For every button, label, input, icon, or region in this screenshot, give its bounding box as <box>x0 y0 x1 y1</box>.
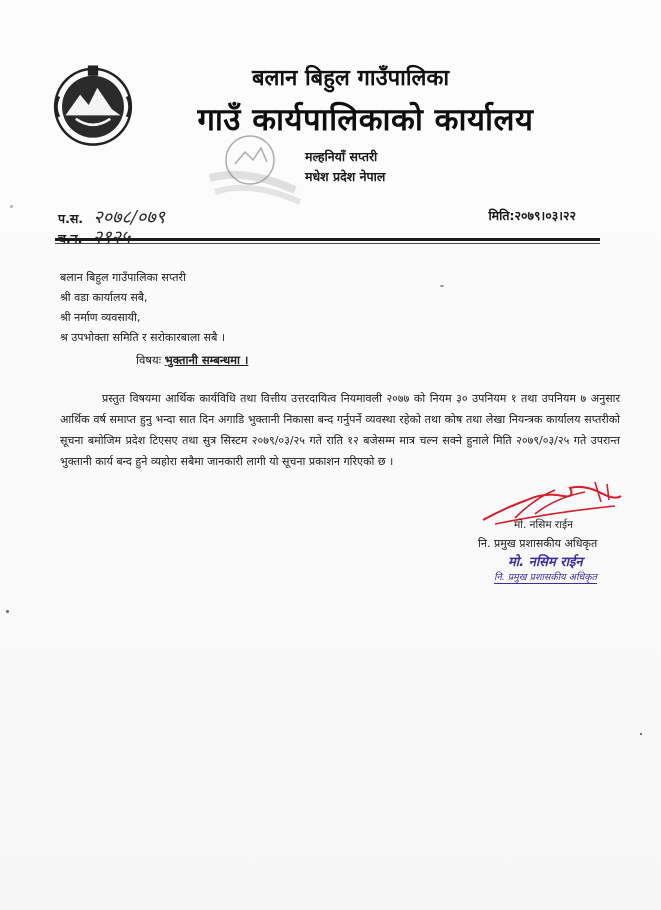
letter-body: प्रस्तुत विषयमा आर्थिक कार्यविधि तथा वित्तीय उत्तरदायित्व नियमावली २०७७ को नियम ३० उपनियम १ तथा उपनियम ७ अनुसार आर्थिक वर्ष समाप्त हुनु भन्दा सात दिन अगाडि भुक्तानी निकासा बन्द गर्नुपर्ने व्यवस्था रहेको तथा कोष तथा लेखा नियन्त्रक कार्यालय सप्तरीको सूचना बमोजिम प्रदेश टिएसए तथा सुत्र सिस्टम २०७९/०३/२५ गते राति १२ बजेसम्म मात्र चल्न सक्ने हुनाले मिति २०७९/०३/२५ गते उपरान्त भुक्तानी कार्य बन्द हुने व्यहोरा सबैमा जानकारी लागी यो सूचना प्रकाशन गरिएको छ । <box>60 392 620 468</box>
scan-speck <box>440 285 444 287</box>
ps-label: प.स. <box>58 211 84 226</box>
subject-label: विषयः <box>136 353 162 367</box>
recipients-block <box>60 268 225 348</box>
ps-value: २०७८/०७९ <box>93 207 166 228</box>
letter-date: मिति:२०७९।०३।२२ <box>488 208 576 223</box>
reference-cn <box>58 225 130 249</box>
subject-value: भुक्तानी सम्बन्धमा । <box>164 353 249 367</box>
office-title: गाउँ कार्यपालिकाको कार्यालय <box>197 102 534 138</box>
signature-stamp-title: नि. प्रमुख प्रशासकीय अधिकृत <box>494 572 597 583</box>
header-divider <box>55 238 600 241</box>
recipient-line: श्री वडा कार्यालय सबै, <box>60 291 148 304</box>
scan-speck <box>6 610 9 613</box>
office-seal-stamp-icon <box>205 128 315 208</box>
signature-stamp-name: मो. नसिम राईन <box>508 555 583 570</box>
recipient-line: श्र उपभोक्ता समिति र सरोकारबाला सबै । <box>60 331 226 344</box>
subject-line <box>136 353 248 368</box>
recipient-line: श्री नर्माण व्यवसायी, <box>60 311 141 324</box>
recipient-line: बलान बिहुल गाउँपालिका सप्तरी <box>60 271 186 284</box>
signer-title: नि. प्रमुख प्रशासकीय अधिकृत <box>478 537 598 550</box>
address-line-2: मधेश प्रदेश नेपाल <box>305 169 386 184</box>
signer-name: मो. नसिम राईन <box>514 519 573 531</box>
address-line-1: मल्हनियाँ सप्तरी <box>305 149 378 164</box>
header-divider-thin <box>55 243 600 244</box>
municipality-name: बलान बिहुल गाउँपालिका <box>251 66 450 91</box>
scan-speck <box>10 205 13 208</box>
scan-speck <box>640 733 642 735</box>
